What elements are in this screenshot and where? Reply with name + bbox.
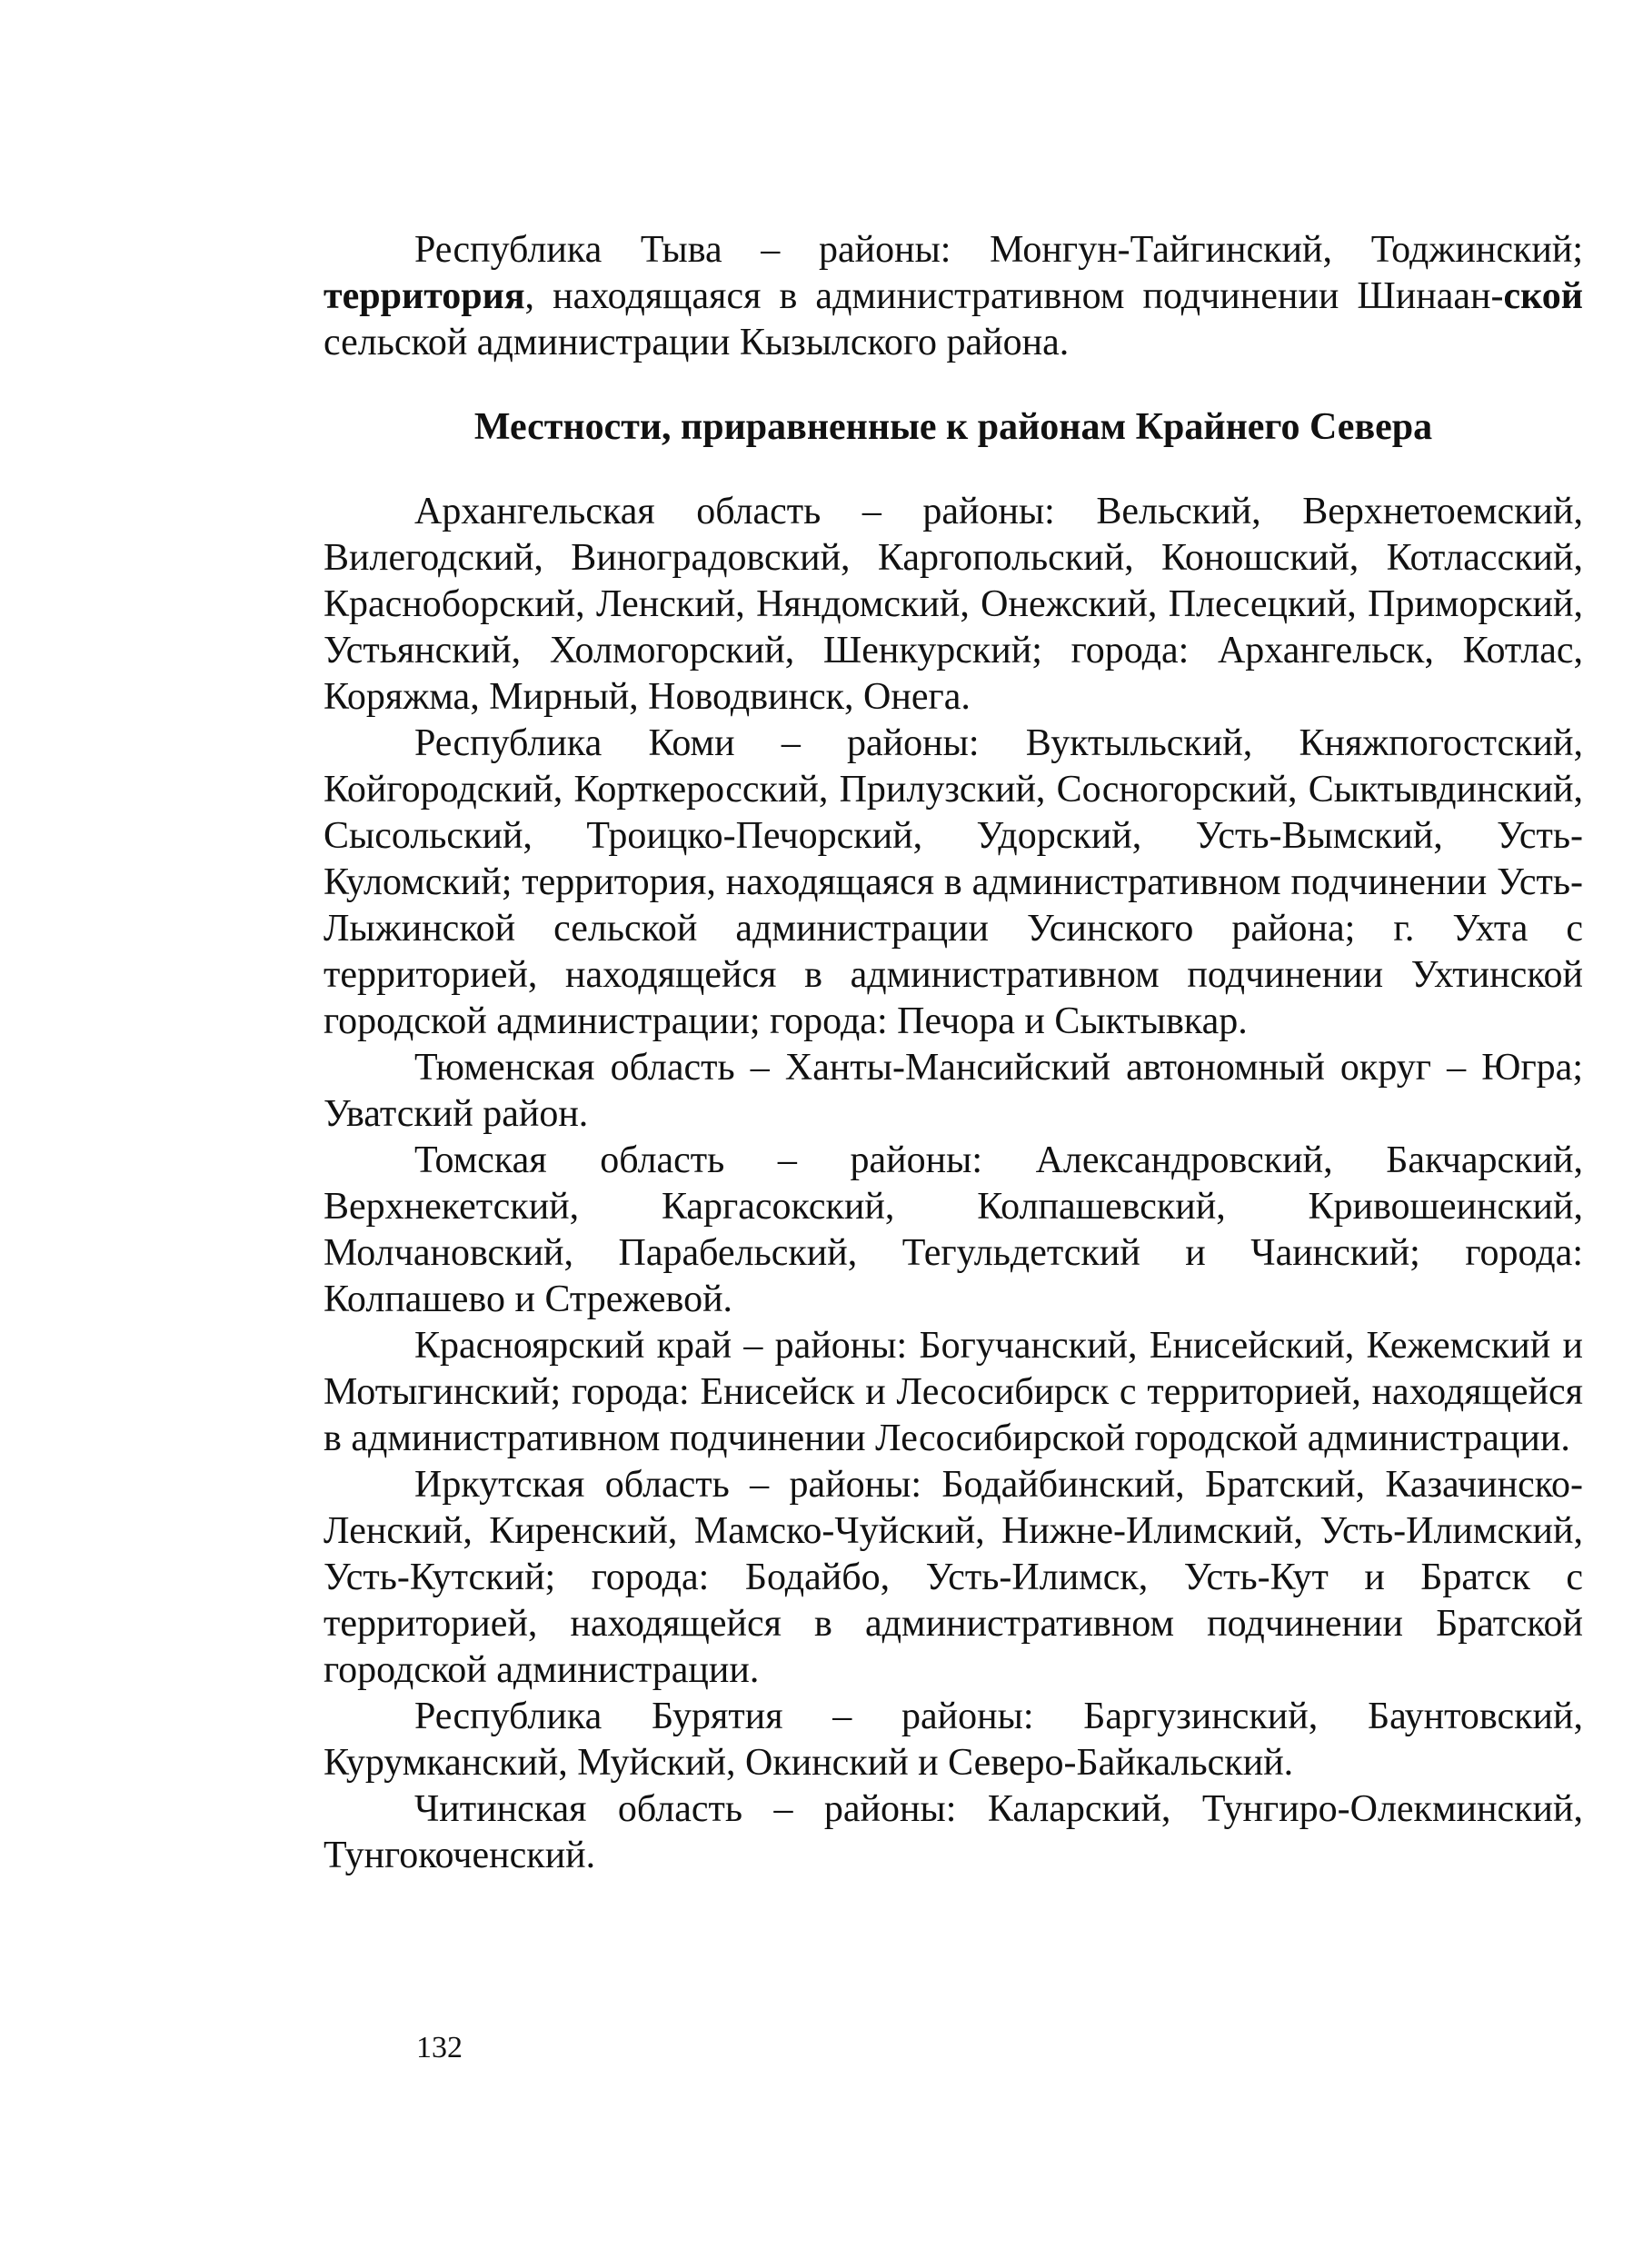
- tyva-text-part-2: , находящаяся в административном подчинении Шинаан-: [524, 275, 1504, 317]
- tyva-paragraph: [324, 227, 1583, 366]
- page-number: 132: [416, 2031, 463, 2064]
- section-heading: Местности, приравненные к районам Крайнего Севера: [473, 406, 1433, 448]
- arkhangelsk-paragraph: Архангельская область – районы: Вельский, Верхнетоемский, Вилегодский, Виноградовский, Каргопольский, Коношский, Котласский, Красноборский, Ленский, Няндомский, Онежский, Плесецкий, Приморский, Устьянский, Холмогорский, Шенкурский; города: Архангельск, Котлас, Коряжма, Мирный, Новодвинск, Онега.: [324, 491, 1583, 718]
- irkutsk-paragraph: Иркутская область – районы: Бодайбинский, Братский, Казачинско-Ленский, Киренский, Мамско-Чуйский, Нижне-Илимский, Усть-Илимский, Усть-Кутский; города: Бодайбо, Усть-Илимск, Усть-Кут и Братск с территорией, находящейся в административном подчинении Братской городской администрации.: [324, 1464, 1583, 1691]
- komi-paragraph: Республика Коми – районы: Вуктыльский, Княжпогостский, Койгородский, Корткеросский, Прилузский, Сосногорский, Сыктывдинский, Сысольский, Троицко-Печорский, Удорский, Усть-Вымский, Усть-Куломский; территория, находящаяся в административном подчинении Усть-Лыжинской сельской администрации Усинского района; г. Ухта с территорией, находящейся в административном подчинении Ухтинской городской администрации; города: Печора и Сыктывкар.: [324, 722, 1583, 1042]
- krasnoyarsk-paragraph: Красноярский край – районы: Богучанский, Енисейский, Кежемский и Мотыгинский; города: Енисейск и Лесосибирск с территорией, находящейся в административном подчинении Лесосибирской городской администрации.: [324, 1325, 1583, 1459]
- tyva-bold-word-2: ской: [1503, 275, 1583, 317]
- tyumen-paragraph: Тюменская область – Ханты-Мансийский автономный округ – Югра; Уватский район.: [324, 1047, 1583, 1135]
- tyva-text-part-3: сельской администрации Кызылского района.: [324, 322, 1070, 363]
- tyva-bold-word-1: территория: [324, 275, 525, 317]
- buryatia-paragraph: Республика Бурятия – районы: Баргузинский, Баунтовский, Курумканский, Муйский, Окинский и Северо-Байкальский.: [324, 1696, 1583, 1784]
- tomsk-paragraph: Томская область – районы: Александровский, Бакчарский, Верхнекетский, Каргасокский, Колпашевский, Кривошеинский, Молчановский, Парабельский, Тегульдетский и Чаинский; города: Колпашево и Стрежевой.: [324, 1139, 1583, 1320]
- page-content: [324, 227, 1583, 1879]
- chita-paragraph: Читинская область – районы: Каларский, Тунгиро-Олекминский, Тунгокоченский.: [324, 1788, 1583, 1876]
- tyva-text-part-1: Республика Тыва – районы: Монгун-Тайгинский, Тоджинский;: [414, 229, 1583, 271]
